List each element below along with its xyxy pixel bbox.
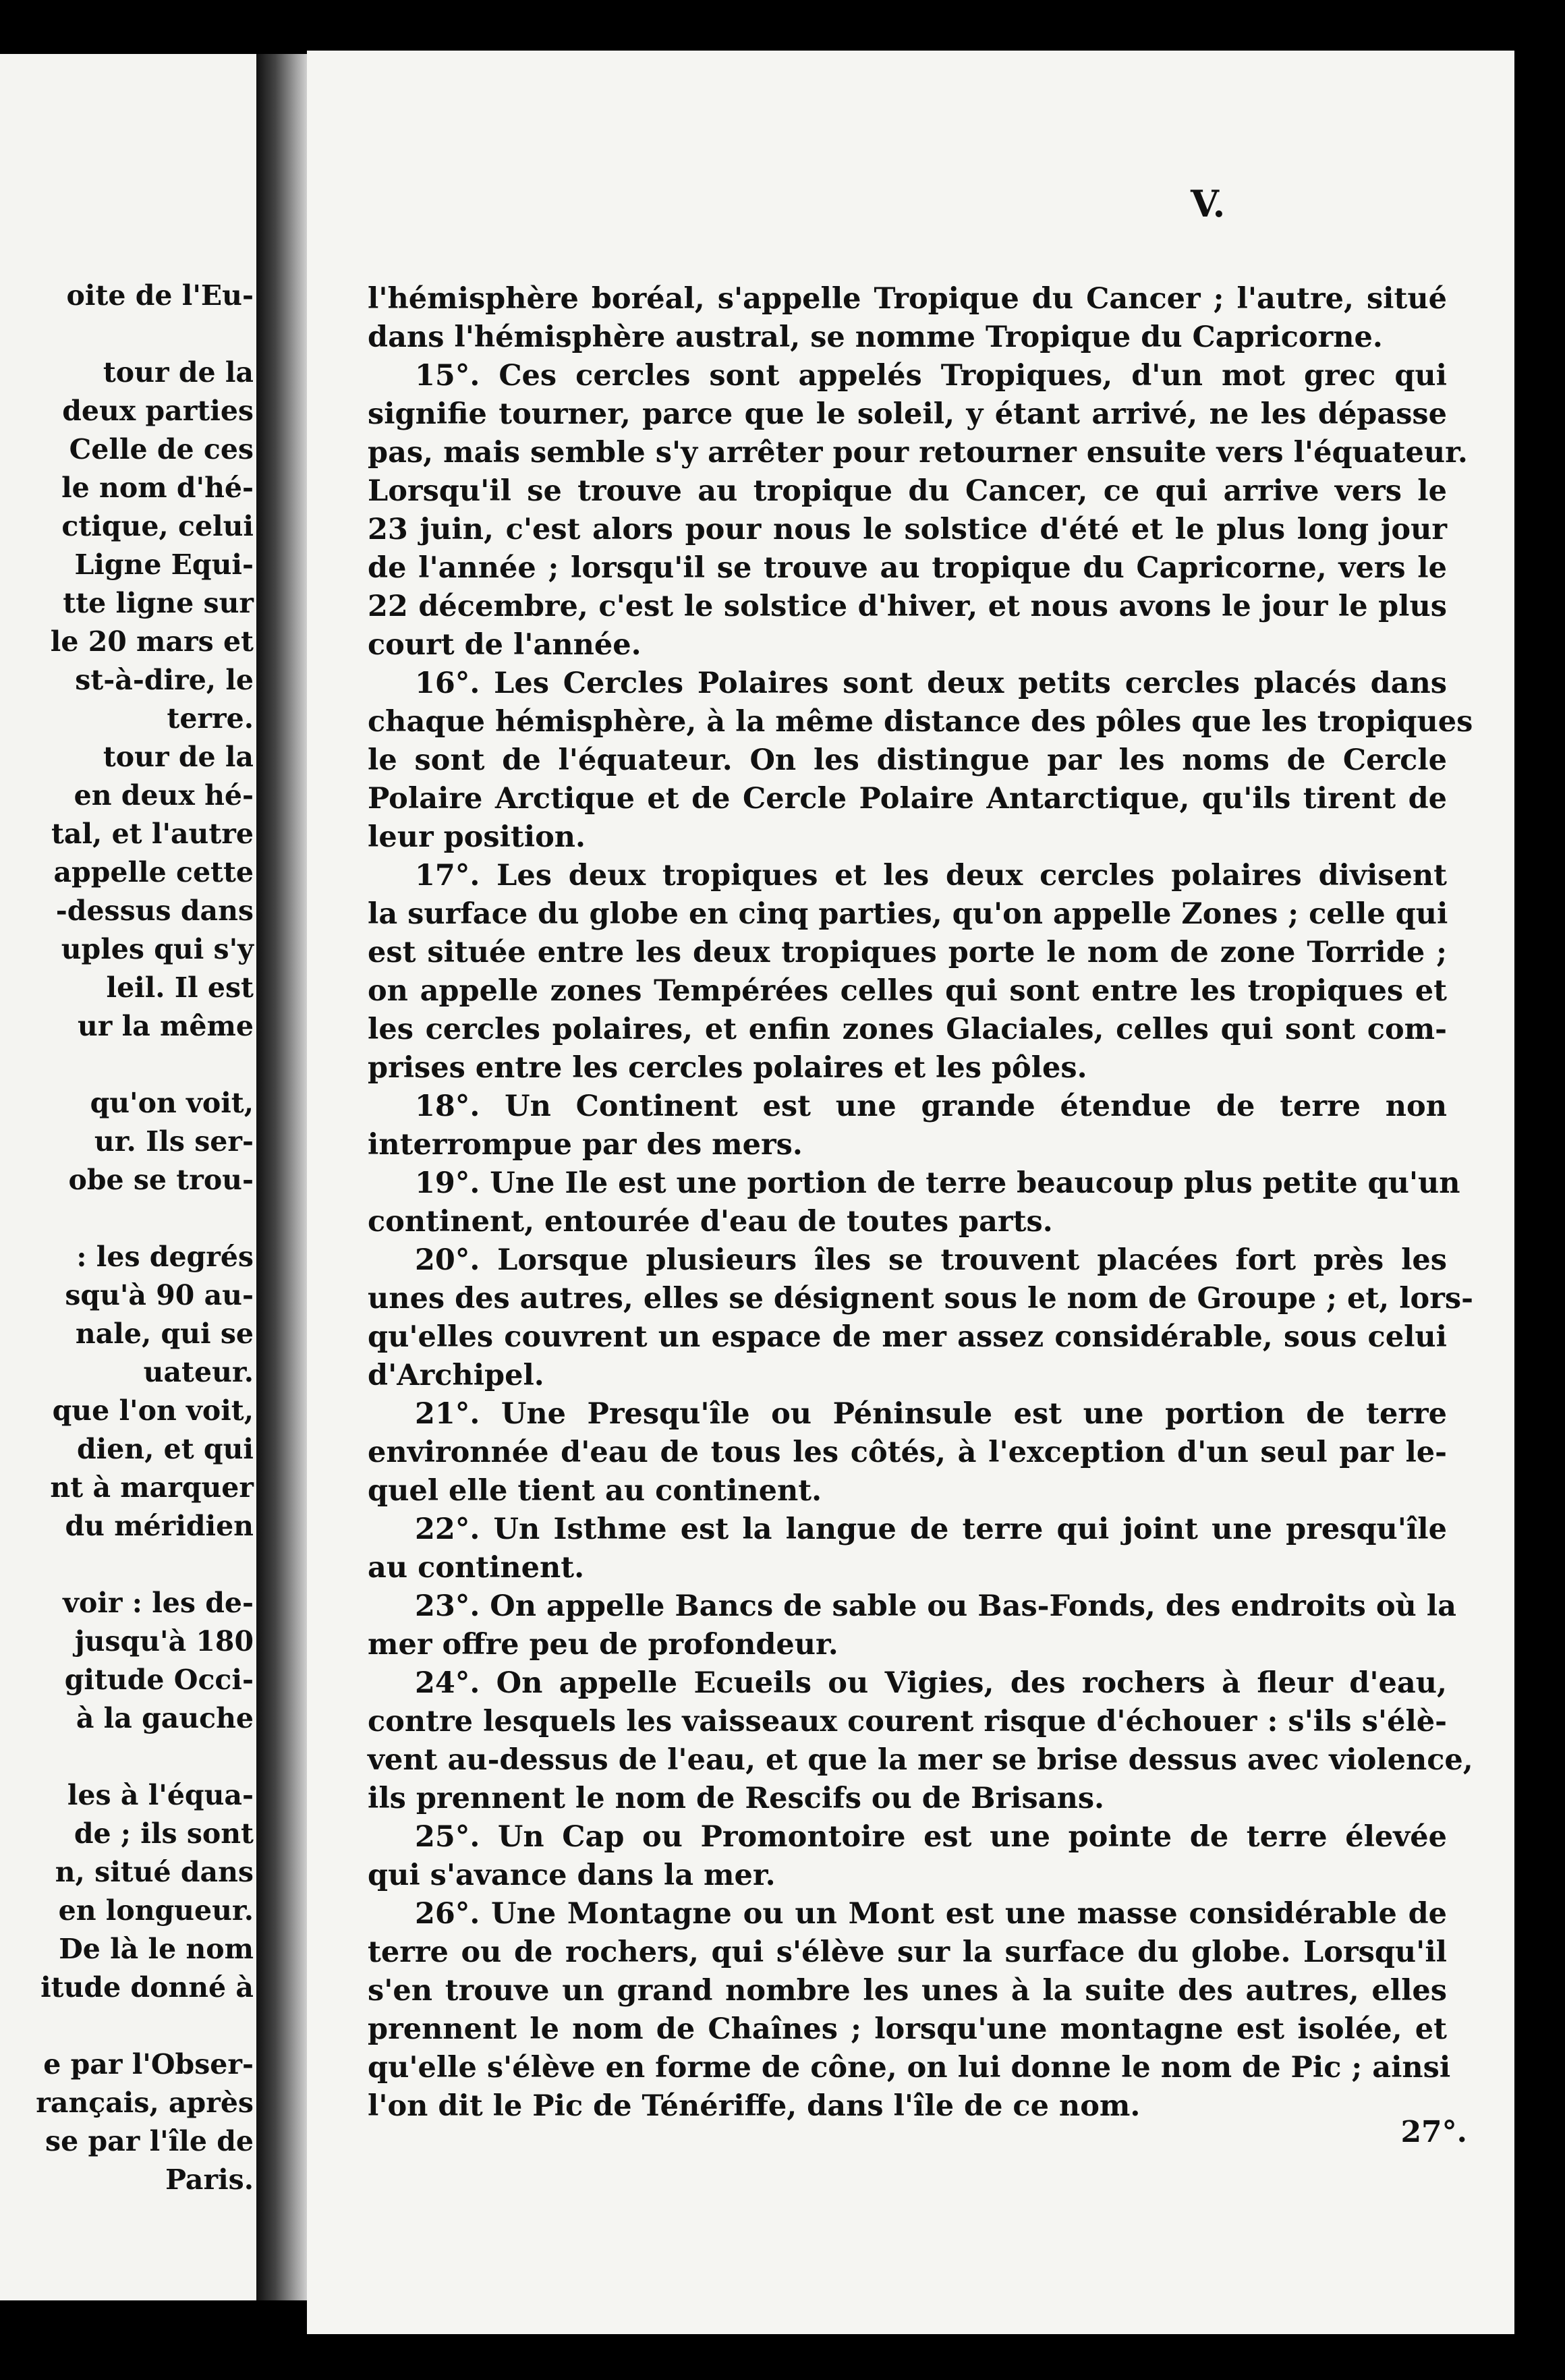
left-page-line: uateur. (143, 1356, 254, 1388)
text-line: unes des autres, elles se désignent sous le nom de Groupe ; et, lors- (368, 1282, 1473, 1315)
text-line: 22°. Un Isthme est la langue de terre qui joint une presqu'île (415, 1512, 1447, 1546)
left-page-line: voir : les de- (63, 1587, 254, 1619)
text-line: vent au-dessus de l'eau, et que la mer se brise dessus avec violence, (368, 1743, 1473, 1777)
text-line: chaque hémisphère, à la même distance des pôles que les tropiques (368, 705, 1473, 739)
text-line: 23 juin, c'est alors pour nous le solstice d'été et le plus long jour (368, 513, 1447, 546)
left-page-line: itude donné à (40, 1971, 254, 2004)
text-line: 24°. On appelle Ecueils ou Vigies, des rochers à fleur d'eau, (415, 1666, 1447, 1700)
left-page-line: rançais, après (36, 2087, 254, 2119)
text-line: ils prennent le nom de Rescifs ou de Brisans. (368, 1782, 1105, 1815)
left-page-line (4, 1546, 254, 1584)
text-line: 17°. Les deux tropiques et les deux cercles polaires divisent (415, 859, 1447, 893)
left-page-line: jusqu'à 180 (74, 1625, 254, 1658)
text-line: contre lesquels les vaisseaux courent risque d'échouer : s'ils s'élè- (368, 1705, 1447, 1738)
text-line: au continent. (368, 1551, 585, 1585)
text-line: 22 décembre, c'est le solstice d'hiver, et nous avons le jour le plus (368, 590, 1447, 623)
left-page-line: oite de l'Eu- (66, 279, 254, 312)
left-page-line: Ligne Equi- (74, 548, 254, 581)
left-page-line: nt à marquer (50, 1471, 254, 1504)
left-page (0, 54, 256, 2300)
text-line: on appelle zones Tempérées celles qui sont entre les tropiques et (368, 974, 1447, 1008)
left-page-line: à la gauche (76, 1702, 254, 1734)
left-page-line: nale, qui se (75, 1318, 254, 1350)
text-line: l'on dit le Pic de Ténériffe, dans l'île de ce nom. (368, 2089, 1141, 2123)
text-line: 25°. Un Cap ou Promontoire est une pointe de terre élevée (415, 1820, 1447, 1854)
left-page-line: ur. Ils ser- (94, 1125, 254, 1158)
left-page-line: Paris. (165, 2163, 254, 2196)
left-page-line: en deux hé- (74, 779, 254, 812)
text-line: 16°. Les Cercles Polaires sont deux petits cercles placés dans (415, 667, 1447, 700)
left-page-line: tour de la (103, 741, 254, 773)
left-page-line: appelle cette (53, 856, 254, 888)
left-page-line: ur la même (77, 1010, 254, 1042)
left-page-line (4, 2007, 254, 2045)
left-page-line: tal, et l'autre (51, 818, 254, 850)
left-page-line (4, 1046, 254, 1084)
page-number: V. (1191, 182, 1226, 225)
right-page (307, 51, 1514, 2334)
text-line: prises entre les cercles polaires et les pôles. (368, 1051, 1087, 1085)
left-page-line: uples qui s'y (61, 933, 254, 965)
text-line: de l'année ; lorsqu'il se trouve au tropique du Capricorne, vers le (368, 551, 1447, 585)
text-line: prennent le nom de Chaînes ; lorsqu'une montagne est isolée, et (368, 2012, 1447, 2046)
text-line: leur position. (368, 820, 586, 854)
left-page-line: deux parties (62, 395, 254, 427)
text-line: 26°. Une Montagne ou un Mont est une masse considérable de (415, 1897, 1447, 1931)
left-page-line: les à l'équa- (67, 1779, 254, 1811)
text-line: pas, mais semble s'y arrêter pour retourner ensuite vers l'équateur. (368, 436, 1468, 470)
left-page-line: Celle de ces (69, 433, 254, 465)
left-page-line: ctique, celui (61, 510, 254, 542)
text-line: qu'elles couvrent un espace de mer assez considérable, sous celui (368, 1320, 1447, 1354)
left-page-line: st-à-dire, le (75, 664, 254, 696)
text-line: les cercles polaires, et enfin zones Glaciales, celles qui sont com- (368, 1013, 1447, 1046)
left-page-line: obe se trou- (68, 1164, 254, 1196)
left-page-line (4, 315, 254, 353)
text-line: interrompue par des mers. (368, 1128, 803, 1162)
text-line: mer offre peu de profondeur. (368, 1628, 838, 1662)
left-page-line: qu'on voit, (90, 1087, 254, 1119)
text-line: continent, entourée d'eau de toutes parts. (368, 1205, 1053, 1239)
text-line: court de l'année. (368, 628, 642, 662)
left-page-line: e par l'Obser- (43, 2048, 254, 2080)
catchword: 27°. (1400, 2115, 1467, 2149)
left-page-line: du méridien (65, 1510, 254, 1542)
text-line: l'hémisphère boréal, s'appelle Tropique du Cancer ; l'autre, situé (368, 282, 1447, 316)
text-line: s'en trouve un grand nombre les unes à la suite des autres, elles (368, 1974, 1447, 2008)
left-page-line: gitude Occi- (64, 1664, 254, 1696)
left-page-line: tte ligne sur (63, 587, 254, 619)
text-line: qu'elle s'élève en forme de cône, on lui donne le nom de Pic ; ainsi (368, 2051, 1451, 2085)
text-line: d'Archipel. (368, 1359, 544, 1392)
text-line: 18°. Un Continent est une grande étendue de terre non (415, 1089, 1447, 1123)
text-line: terre ou de rochers, qui s'élève sur la surface du globe. Lorsqu'il (368, 1935, 1447, 1969)
text-line: est située entre les deux tropiques porte le nom de zone Torride ; (368, 936, 1447, 969)
left-page-line: le nom d'hé- (61, 472, 254, 504)
left-page-line: en longueur. (58, 1894, 254, 1927)
left-page-line: tour de la (103, 356, 254, 389)
text-line: 20°. Lorsque plusieurs îles se trouvent placées fort près les (415, 1243, 1447, 1277)
left-page-line: squ'à 90 au- (65, 1279, 254, 1311)
body-text (368, 280, 1473, 2126)
left-page-text (4, 277, 254, 2199)
text-line: 15°. Ces cercles sont appelés Tropiques, d'un mot grec qui (415, 359, 1447, 393)
text-line: la surface du globe en cinq parties, qu'on appelle Zones ; celle qui (368, 897, 1448, 931)
book-gutter (256, 54, 310, 2300)
text-line: qui s'avance dans la mer. (368, 1859, 776, 1892)
text-line: quel elle tient au continent. (368, 1474, 822, 1508)
left-page-line: dien, et qui (76, 1433, 254, 1465)
left-page-line: n, situé dans (55, 1856, 254, 1888)
left-page-line: : les degrés (76, 1241, 254, 1273)
text-line: dans l'hémisphère austral, se nomme Tropique du Capricorne. (368, 320, 1383, 354)
text-line: environnée d'eau de tous les côtés, à l'exception d'un seul par le- (368, 1436, 1447, 1469)
text-line: Lorsqu'il se trouve au tropique du Cancer, ce qui arrive vers le (368, 474, 1447, 508)
left-page-line: De là le nom (59, 1933, 254, 1965)
left-page-line: -dessus dans (55, 895, 254, 927)
text-line: signifie tourner, parce que le soleil, y étant arrivé, ne les dépasse (368, 397, 1447, 431)
text-line: Polaire Arctique et de Cercle Polaire Antarctique, qu'ils tirent de (368, 782, 1447, 816)
text-line: le sont de l'équateur. On les distingue par les noms de Cercle (368, 743, 1447, 777)
left-page-line: de ; ils sont (74, 1817, 254, 1850)
left-page-line (4, 1738, 254, 1776)
left-page-line: que l'on voit, (52, 1394, 254, 1427)
left-page-line: terre. (167, 702, 254, 735)
text-line: 19°. Une Ile est une portion de terre beaucoup plus petite qu'un (415, 1166, 1460, 1200)
text-line: 21°. Une Presqu'île ou Péninsule est une portion de terre (415, 1397, 1447, 1431)
left-page-line: se par l'île de (45, 2125, 254, 2157)
text-line: 23°. On appelle Bancs de sable ou Bas-Fonds, des endroits où la (415, 1589, 1456, 1623)
left-page-line: leil. Il est (106, 971, 254, 1004)
left-page-line: le 20 mars et (50, 625, 254, 658)
left-page-line (4, 1199, 254, 1238)
